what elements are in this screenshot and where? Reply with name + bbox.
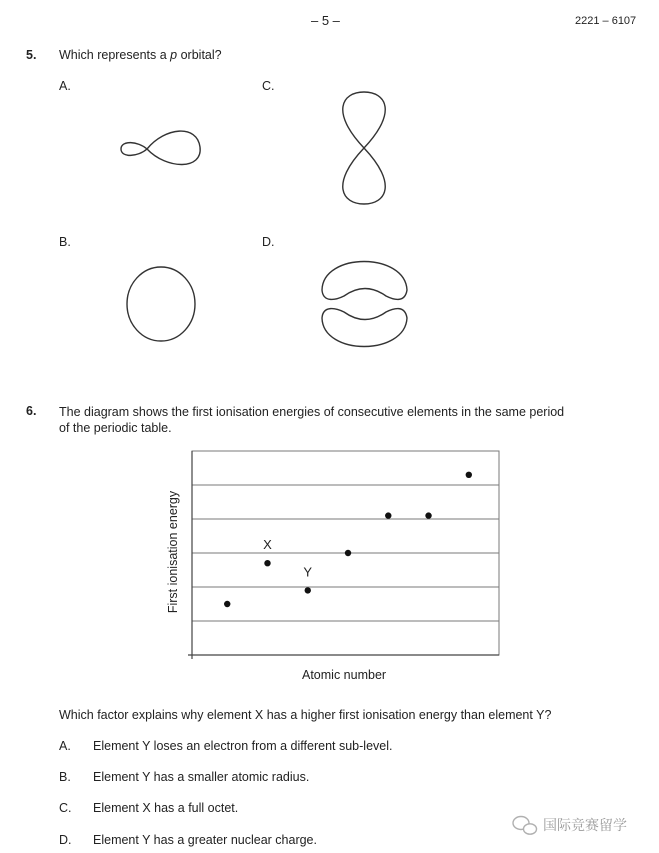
answer-b-letter[interactable]: B. [59,770,71,784]
option-b-label[interactable]: B. [59,235,71,249]
orbital-upper-banana-lobe [322,262,407,300]
question-6-stem-line-1: The diagram shows the first ionisation energies of consecutive elements in the same period [59,405,565,419]
data-point-6 [425,512,431,518]
question-5-number: 5. [26,48,37,62]
paper-code: 2221 – 6107 [575,15,637,27]
answer-c-text[interactable]: Element X has a full octet. [93,801,239,815]
data-point-4 [345,550,351,556]
data-point-1 [224,601,230,607]
answer-c-letter[interactable]: C. [59,801,72,815]
orbital-small-lobe [121,143,147,156]
answer-d-text[interactable]: Element Y has a greater nuclear charge. [93,833,317,847]
question-5-stem-italic: p [170,48,178,62]
x-axis-label: Atomic number [302,668,387,682]
option-a-label[interactable]: A. [59,79,71,93]
question-6-prompt: Which factor explains why element X has a higher first ionisation energy than element Y? [59,708,552,722]
answer-a-text[interactable]: Element Y loses an electron from a different sub-level. [93,739,393,753]
watermark-text: 国际竞赛留学 [543,817,627,833]
question-6-stem [59,404,619,436]
data-point-3 [305,587,311,593]
orbital-large-lobe [147,131,200,164]
data-point-2 [264,560,270,566]
question-5-stem-pre: Which represents a [59,48,171,62]
point-label-x: X [263,537,272,553]
question-5-stem [59,48,222,62]
option-c-label[interactable]: C. [262,79,275,93]
plot-frame [192,451,499,655]
orbital-lower-banana-lobe [322,309,407,347]
answer-b-text[interactable]: Element Y has a smaller atomic radius. [93,770,310,784]
orbital-upper-lobe [343,92,385,148]
page-number: – 5 – [311,13,340,28]
question-6-number: 6. [26,404,37,418]
answer-a-letter[interactable]: A. [59,739,71,753]
answer-d-letter[interactable]: D. [59,833,72,847]
y-axis-label: First ionisation energy [166,490,180,614]
point-label-y: Y [303,564,313,580]
option-d-label[interactable]: D. [262,235,275,249]
question-5-stem-post: orbital? [177,48,222,62]
data-point-7 [466,472,472,478]
data-point-5 [385,512,391,518]
orbital-sphere [127,267,195,341]
question-6-stem-line-2: of the periodic table. [59,421,172,435]
orbital-lower-lobe [343,148,385,204]
